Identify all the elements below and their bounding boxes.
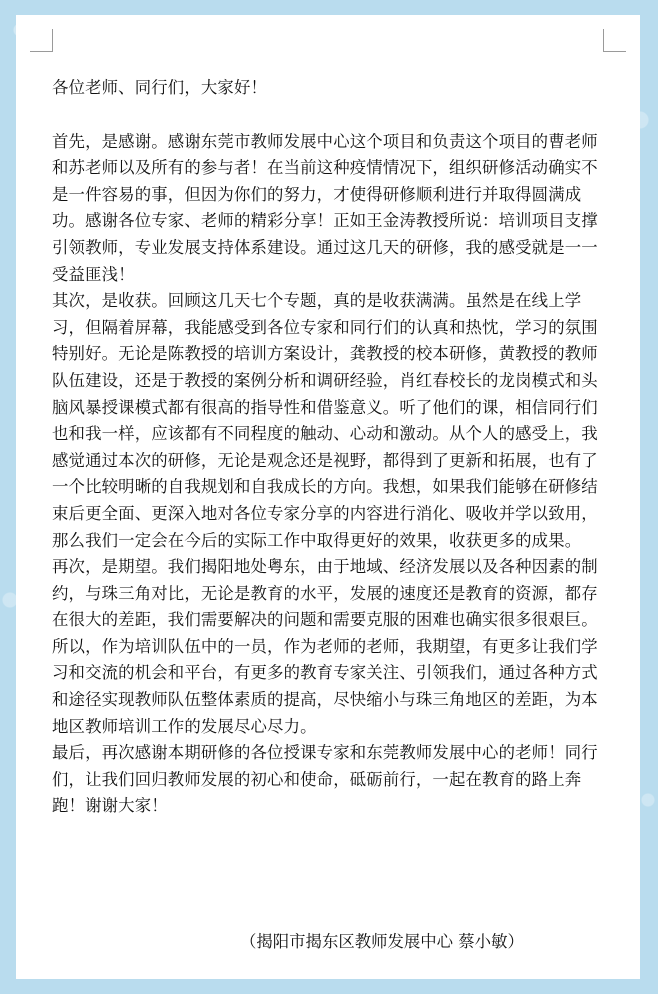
paragraph-closing: 最后，再次感谢本期研修的各位授课专家和东莞教师发展中心的老师！同行们，让我们回归教师发展的初心和使命，砥砺前行，一起在教育的路上奔跑！谢谢大家！ <box>52 743 598 816</box>
corner-mark-top-left <box>30 29 53 52</box>
document-page <box>16 15 640 979</box>
letter-body <box>52 75 612 820</box>
paragraph-thanks: 首先，是感谢。感谢东莞市教师发展中心这个项目和负责这个项目的曹老师和苏老师以及所有的参与者！在当前这种疫情情况下，组织研修活动确实不是一件容易的事，但因为你们的努力，才使得研修顺利进行并取得圆满成功。感谢各位专家、老师的精彩分享！正如王金涛教授所说：培训项目支撑引领教师，专业发展支持体系建设。通过这几天的研修，我的感受就是一一受益匪浅！ <box>52 131 598 284</box>
greeting: 各位老师、同行们，大家好！ <box>52 78 268 97</box>
paragraph-gains: 其次，是收获。回顾这几天七个专题，真的是收获满满。虽然是在线上学习，但隔着屏幕，我能感受到各位专家和同行们的认真和热忱，学习的氛围特别好。无论是陈教授的培训方案设计，龚教授的校本研修，黄教授的教师队伍建设，还是于教授的案例分析和调研经验，肖红春校长的龙岗模式和头脑风暴授课模式都有很高的指导性和借鉴意义。听了他们的课，相信同行们也和我一样，应该都有不同程度的触动、心动和激动。从个人的感受上，我感觉通过本次的研修，无论是观念还是视野，都得到了更新和拓展，也有了一个比较明晰的自我规划和自我成长的方向。我想，如果我们能够在研修结束后更全面、更深入地对各位专家分享的内容进行消化、吸收并学以致用，那么我们一定会在今后的实际工作中取得更好的效果，收获更多的成果。 <box>52 291 598 550</box>
paragraph-expectations: 再次，是期望。我们揭阳地处粤东，由于地域、经济发展以及各种因素的制约，与珠三角对比，无论是教育的水平，发展的速度还是教育的资源，都存在很大的差距，我们需要解决的问题和需要克服的困难也确实很多很艰巨。所以，作为培训队伍中的一员，作为老师的老师，我期望，有更多让我们学习和交流的机会和平台，有更多的教育专家关注、引领我们，通过各种方式和途径实现教师队伍整体素质的提高，尽快缩小与珠三角地区的差距，为本地区教师培训工作的发展尽心尽力。 <box>52 557 598 736</box>
signature: （揭阳市揭东区教师发展中心 蔡小敏） <box>240 932 524 951</box>
corner-mark-top-right <box>603 29 626 52</box>
